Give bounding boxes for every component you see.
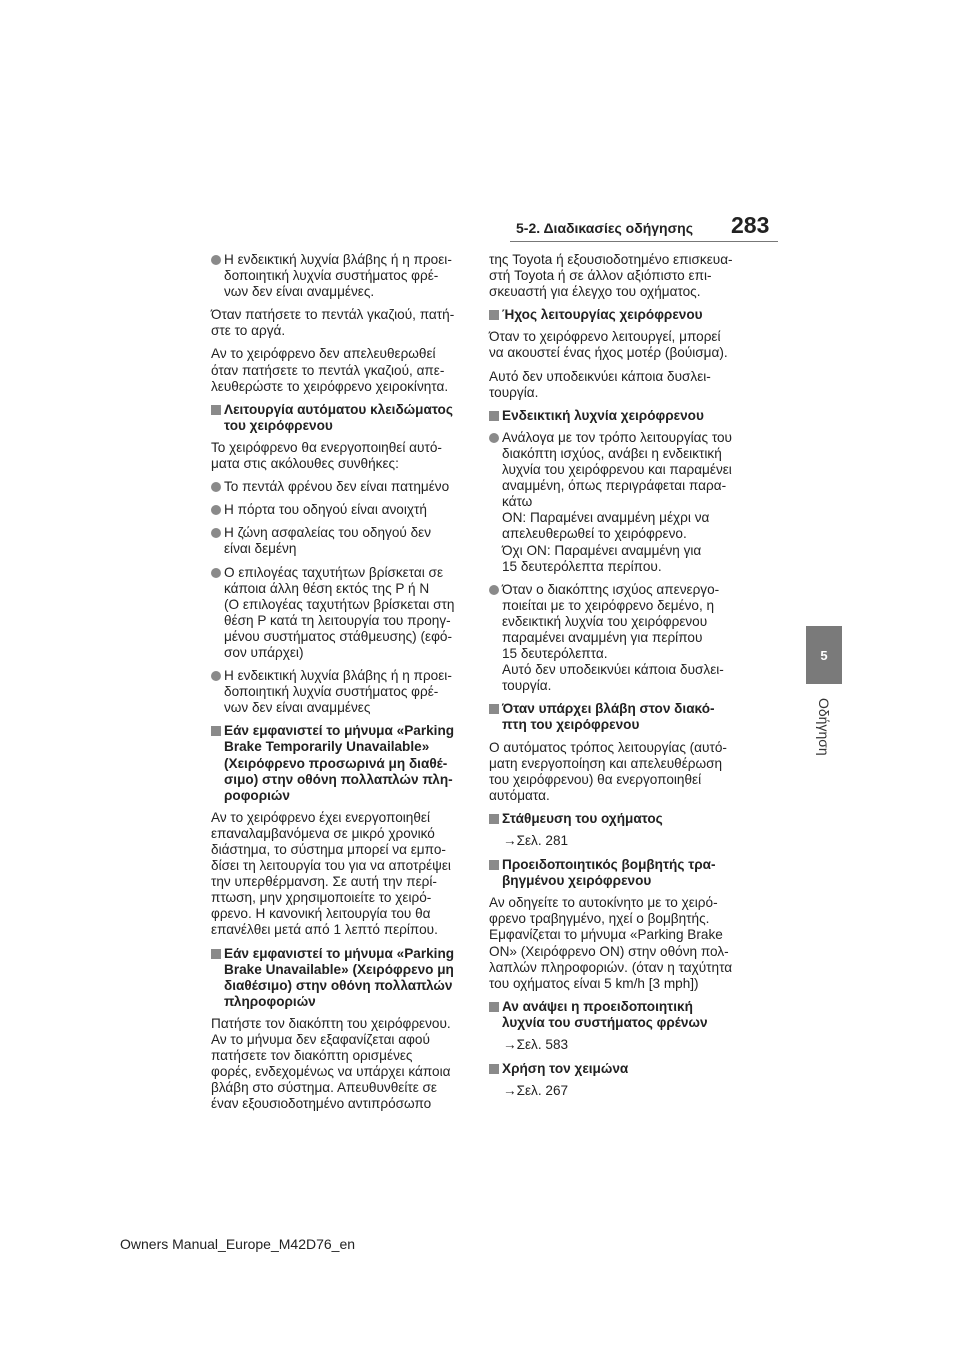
section-heading: Όταν υπάρχει βλάβη στον διακό- πτη του χειρόφρενου (489, 701, 747, 733)
section-heading: Αν ανάψει η προειδοποιητική λυχνία του συστήματος φρένων (489, 999, 747, 1031)
bullet-dot-icon (489, 433, 499, 443)
square-bullet-icon (489, 411, 499, 421)
page-reference-link[interactable]: →Σελ. 583 (503, 1037, 569, 1053)
section-heading: Εάν εμφανιστεί το μήνυμα «Parking Brake Unavailable» (Χειρόφρενο μη διαθέσιμο) στην οθόνη πολλαπλών πληροφοριών (211, 946, 469, 1010)
square-bullet-icon (489, 1064, 499, 1074)
bullet-item: Ανάλογα με τον τρόπο λειτουργίας του διακόπτη ισχύος, ανάβει η ενδεικτική λυχνία του χειρόφρενου και παραμένει αναμμένη, όπως περιγράφεται παρα- κάτω ON: Παραμένει αναμμένη μέχρι να απελευθερωθεί το χειρόφρενο. Όχι ON: Παραμένει αναμμένη για 15 δευτερόλεπτα περίπου. (489, 430, 747, 575)
chapter-tab[interactable] (806, 626, 842, 684)
square-bullet-icon (489, 814, 499, 824)
header-divider (510, 241, 778, 242)
section-heading: Ενδεικτική λυχνία χειρόφρενου (489, 408, 747, 424)
chapter-number: 5 (820, 647, 828, 663)
square-bullet-icon (489, 310, 499, 320)
bullet-dot-icon (211, 482, 221, 492)
bullet-dot-icon (211, 255, 221, 265)
page-number: 283 (731, 212, 770, 238)
right-column (489, 252, 747, 1107)
paragraph: της Toyota ή εξουσιοδοτημένο επισκευα- στή Toyota ή σε άλλον αξιόπιστο επι- σκευαστή για έλεγχο του οχήματος. (489, 252, 733, 300)
section-heading: Εάν εμφανιστεί το μήνυμα «Parking Brake Temporarily Unavailable» (Χειρόφρενο προσωρινά μη διαθέ- σιμο) στην οθόνη πολλαπλών πλη- ροφοριών (211, 723, 469, 803)
paragraph: Αν οδηγείτε το αυτοκίνητο με το χειρό- φρενο τραβηγμένο, ηχεί ο βομβητής. Εμφανίζεται το μήνυμα «Parking Brake ON» (Χειρόφρενο ON) στην οθόνη πολ- λαπλών πληροφοριών. (όταν η ταχύτητα του οχήματος είναι 5 km/h [3 mph]) (489, 895, 733, 991)
section-heading: Προειδοποιητικός βομβητής τρα- βηγμένου χειρόφρενου (489, 857, 747, 889)
square-bullet-icon (211, 726, 221, 736)
paragraph: Ο αυτόματος τρόπος λειτουργίας (αυτό- ματη ενεργοποίηση και απελευθέρωση του χειρόφρενου) θα ενεργοποιηθεί αυτόματα. (489, 739, 727, 803)
paragraph: Το χειρόφρενο θα ενεργοποιηθεί αυτό- ματα στις ακόλουθες συνθήκες: (211, 439, 442, 472)
paragraph: Αν το χειρόφρενο έχει ενεργοποιηθεί επαναλαμβανόμενα σε μικρό χρονικό διάστημα, το σύστημα μπορεί να εμπο- δίσει τη λειτουργία του για να αποτρέψει την υπερθέρμανση. Σε αυτή την περί- πτωση, μην χρησιμοποιείτε το χειρό- φρενο. Η κανονική λειτουργία του θα επανέλθει μετά από 1 λεπτό περίπου. (211, 809, 451, 938)
section-heading: Στάθμευση του οχήματος (489, 811, 747, 827)
bullet-dot-icon (489, 585, 499, 595)
section-title: 5-2. Διαδικασίες οδήγησης (516, 220, 694, 236)
footer-text: Owners Manual_Europe_M42D76_en (120, 1236, 356, 1252)
left-column (211, 252, 469, 1120)
bullet-dot-icon (211, 505, 221, 515)
bullet-item: Η ενδεικτική λυχνία βλάβης ή η προει- δοποιητική λυχνία συστήματος φρέ- νων δεν είναι αναμμένες (211, 668, 469, 716)
paragraph: Αυτό δεν υποδεικνύει κάποια δυσλει- τουργία. (489, 368, 711, 400)
square-bullet-icon (489, 1002, 499, 1012)
page-reference-link[interactable]: →Σελ. 281 (503, 833, 569, 848)
bullet-item: Όταν ο διακόπτης ισχύος απενεργο- ποιείται με το χειρόφρενο δεμένο, η ενδεικτική λυχνία του χειρόφρενου παραμένει αναμμένη για περίπου 15 δευτερόλεπτα. Αυτό δεν υποδεικνύει κάποια δυσλει- τουργία. (489, 582, 747, 695)
bullet-item: Ο επιλογέας ταχυτήτων βρίσκεται σε κάποια άλλη θέση εκτός της P ή N (Ο επιλογέας ταχυτήτων βρίσκεται στη θέση P κατά τη λειτουργία του προηγ- μένου συστήματος στάθμευσης) (εφό- σον υπάρχει) (211, 565, 469, 662)
bullet-dot-icon (211, 528, 221, 538)
section-heading: Ήχος λειτουργίας χειρόφρενου (489, 307, 747, 323)
paragraph: Αν το χειρόφρενο δεν απελευθερωθεί όταν πατήσετε το πεντάλ γκαζιού, απε- λευθερώστε το χειρόφρενο χειροκίνητα. (211, 346, 449, 394)
bullet-dot-icon (211, 671, 221, 681)
square-bullet-icon (211, 949, 221, 959)
chapter-label: Οδήγηση (816, 698, 832, 756)
paragraph: Όταν το χειρόφρενο λειτουργεί, μπορεί να ακουστεί ένας ήχος μοτέρ (βούισμα). (489, 329, 728, 361)
section-heading: Χρήση τον χειμώνα (489, 1061, 747, 1077)
page-reference-link[interactable]: →Σελ. 267 (503, 1083, 569, 1099)
square-bullet-icon (489, 860, 499, 870)
section-heading: Λειτουργία αυτόματου κλειδώματος του χειρόφρενου (211, 402, 469, 434)
paragraph: Πατήστε τον διακόπτη του χειρόφρενου. Αν το μήνυμα δεν εξαφανίζεται αφού πατήσετε τον διακόπτη ορισμένες φορές, ενδεχομένως να υπάρχει κάποια βλάβη στο σύστημα. Απευθυνθείτε σε έναν εξουσιοδοτημένο αντιπρόσωπο (211, 1015, 451, 1112)
bullet-item: Η ενδεικτική λυχνία βλάβης ή η προει- δοποιητική λυχνία συστήματος φρέ- νων δεν είναι αναμμένες. (211, 252, 469, 300)
bullet-item: Η ζώνη ασφαλείας του οδηγού δεν είναι δεμένη (211, 525, 469, 557)
bullet-item: Η πόρτα του οδηγού είναι ανοιχτή (211, 502, 469, 518)
square-bullet-icon (211, 405, 221, 415)
square-bullet-icon (489, 704, 499, 714)
paragraph: Όταν πατήσετε το πεντάλ γκαζιού, πατή- στε το αργά. (211, 307, 455, 339)
bullet-item: Το πεντάλ φρένου δεν είναι πατημένο (211, 479, 469, 495)
bullet-dot-icon (211, 568, 221, 578)
